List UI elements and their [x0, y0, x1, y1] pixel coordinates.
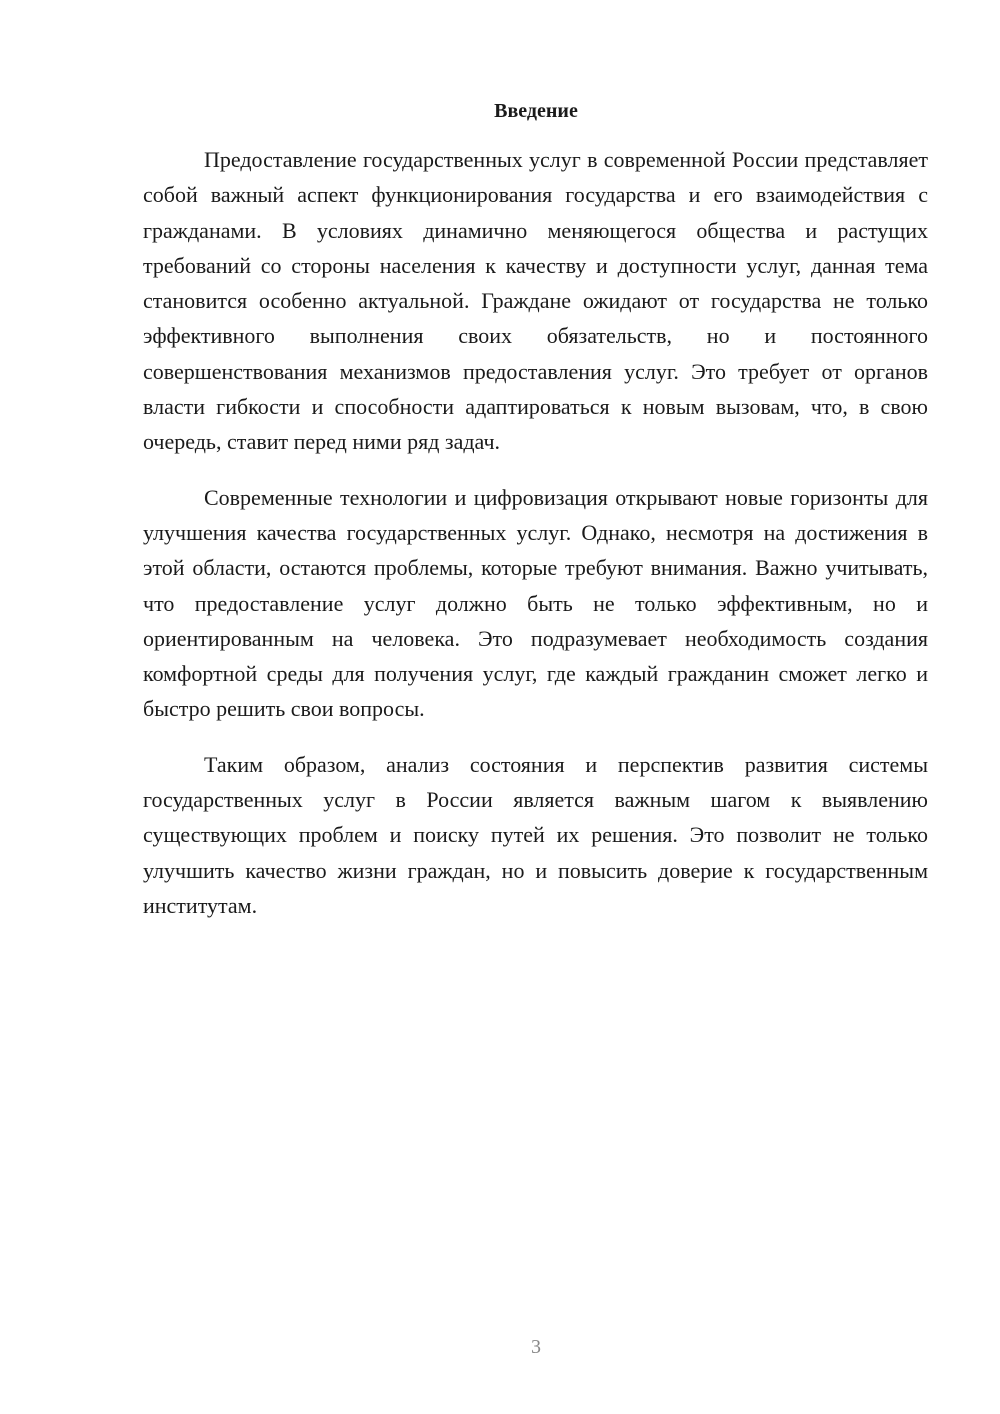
paragraph: Предоставление государственных услуг в современной России представляет собой важный аспект функционирования государства и его взаимодействия с гражданами. В условиях динамично меняющегося общества и растущих требований со стороны населения к качеству и доступности услуг, данная тема становится особенно актуальной. Граждане ожидают от государства не только эффективного выполнения своих обязательств, но и постоянного совершенствования механизмов предоставления услуг. Это требует от органов власти гибкости и способности адаптироваться к новым вызовам, что, в свою очередь, ставит перед ними ряд задач.: [143, 147, 928, 455]
paragraph: Таким образом, анализ состояния и перспектив развития системы государственных услуг в России является важным шагом к выявлению существующих проблем и поиску путей их решения. Это позволит не только улучшить качество жизни граждан, но и повысить доверие к государственным институтам.: [143, 751, 928, 918]
body-text: [143, 142, 928, 943]
paragraph: Современные технологии и цифровизация открывают новые горизонты для улучшения качества государственных услуг. Однако, несмотря на достижения в этой области, остаются проблемы, которые требуют внимания. Важно учитывать, что предоставление услуг должно быть не только эффективным, но и ориентированным на человека. Это подразумевает необходимость создания комфортной среды для получения услуг, где каждый гражданин сможет легко и быстро решить свои вопросы.: [143, 484, 928, 722]
page-number: 3: [531, 1336, 541, 1358]
section-heading: Введение: [494, 100, 578, 122]
